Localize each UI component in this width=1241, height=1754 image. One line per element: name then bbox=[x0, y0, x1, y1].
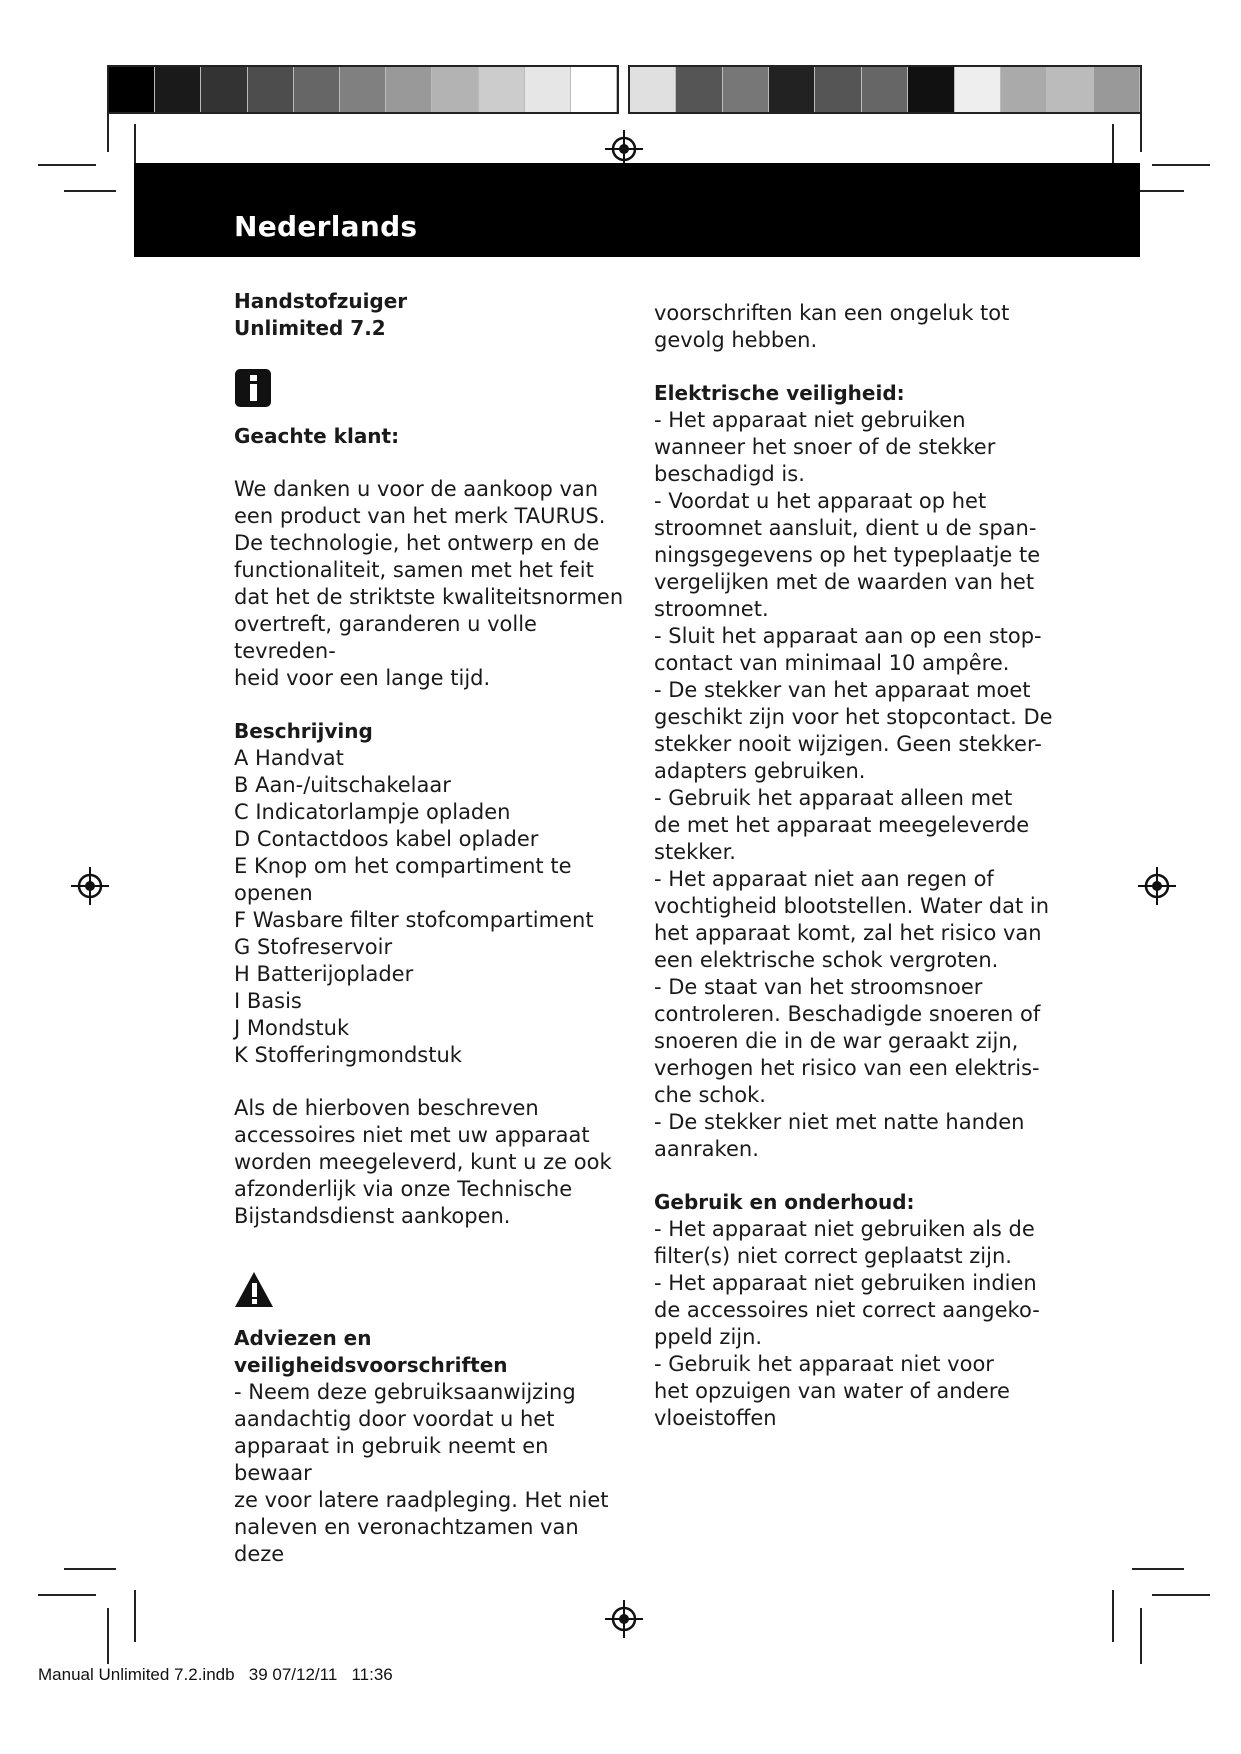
color-swatch bbox=[479, 67, 525, 112]
color-swatch bbox=[769, 67, 815, 112]
description-heading: Beschrijving bbox=[234, 719, 373, 743]
text-line: ningsgegevens op het typeplaatje te bbox=[654, 543, 1041, 567]
text-line: stekker. bbox=[654, 840, 736, 864]
color-swatch bbox=[630, 67, 676, 112]
text-line: stekker nooit wijzigen. Geen stekker- bbox=[654, 732, 1042, 756]
color-swatch bbox=[723, 67, 769, 112]
text-line: controleren. Beschadigde snoeren of bbox=[654, 1002, 1041, 1026]
text-line: naleven en veronachtzamen van deze bbox=[234, 1515, 579, 1566]
safety-continuation bbox=[654, 300, 1054, 354]
text-line: F Wasbare filter stofcompartiment bbox=[234, 908, 594, 932]
slug-page: 39 bbox=[248, 1665, 268, 1684]
color-swatch bbox=[1047, 67, 1093, 112]
accessories-paragraph bbox=[234, 1095, 624, 1230]
intro-paragraph bbox=[234, 476, 624, 692]
color-swatch bbox=[862, 67, 908, 112]
text-line: K Stofferingmondstuk bbox=[234, 1043, 462, 1067]
text-line: D Contactdoos kabel oplader bbox=[234, 827, 539, 851]
text-line: - Het apparaat niet gebruiken indien bbox=[654, 1271, 1037, 1295]
text-line: aanraken. bbox=[654, 1137, 759, 1161]
text-line: geschikt zijn voor het stopcontact. De bbox=[654, 705, 1053, 729]
text-line: aandachtig door voordat u het bbox=[234, 1407, 555, 1431]
text-line: wanneer het snoer of de stekker bbox=[654, 435, 996, 459]
language-header-band bbox=[134, 163, 1140, 257]
text-line: de accessoires niet correct aangeko- bbox=[654, 1298, 1040, 1322]
crop-mark bbox=[1140, 96, 1142, 152]
text-line: C Indicatorlampje opladen bbox=[234, 800, 511, 824]
color-swatch bbox=[1094, 67, 1140, 112]
text-line: stroomnet. bbox=[654, 597, 769, 621]
color-swatch bbox=[676, 67, 722, 112]
text-line: vochtigheid blootstellen. Water dat in bbox=[654, 894, 1050, 918]
text-line: het opzuigen van water of andere bbox=[654, 1379, 1010, 1403]
text-line: - Voordat u het apparaat op het bbox=[654, 489, 987, 513]
text-line: worden meegeleverd, kunt u ze ook bbox=[234, 1150, 612, 1174]
text-line: dat het de striktste kwaliteitsnormen bbox=[234, 585, 624, 609]
text-line: Als de hierboven beschreven bbox=[234, 1096, 539, 1120]
color-swatch bbox=[571, 67, 617, 112]
crop-mark bbox=[1152, 164, 1210, 166]
crop-mark bbox=[64, 190, 116, 192]
text-line: - Gebruik het apparaat niet voor bbox=[654, 1352, 994, 1376]
color-calibration-bar-left bbox=[107, 65, 619, 114]
electrical-safety-list bbox=[654, 407, 1054, 1163]
safety-heading: Adviezen en veiligheidsvoorschriften bbox=[234, 1326, 508, 1377]
greeting-heading: Geachte klant: bbox=[234, 424, 400, 448]
text-line: I Basis bbox=[234, 989, 302, 1013]
text-line: openen bbox=[234, 881, 313, 905]
usage-heading: Gebruik en onderhoud: bbox=[654, 1190, 915, 1214]
left-column bbox=[234, 288, 624, 1568]
language-title: Nederlands bbox=[234, 210, 418, 243]
text-line: - De staat van het stroomsnoer bbox=[654, 975, 983, 999]
crop-mark bbox=[1132, 1568, 1184, 1570]
text-line: - Het apparaat niet gebruiken bbox=[654, 408, 966, 432]
color-swatch bbox=[201, 67, 247, 112]
text-line: - Het apparaat niet gebruiken als de bbox=[654, 1217, 1035, 1241]
text-line: accessoires niet met uw apparaat bbox=[234, 1123, 590, 1147]
text-line: H Batterijoplader bbox=[234, 962, 414, 986]
color-swatch bbox=[432, 67, 478, 112]
slug-date: 07/12/11 bbox=[272, 1665, 338, 1684]
warning-icon bbox=[234, 1270, 274, 1310]
text-line: verhogen het risico van een elektris- bbox=[654, 1056, 1040, 1080]
text-line: E Knop om het compartiment te bbox=[234, 854, 572, 878]
crop-mark bbox=[64, 1568, 116, 1570]
text-line: - De stekker van het apparaat moet bbox=[654, 678, 1031, 702]
text-line: ppeld zijn. bbox=[654, 1325, 763, 1349]
text-line: een elektrische schok vergroten. bbox=[654, 948, 999, 972]
text-line: afzonderlijk via onze Technische bbox=[234, 1177, 573, 1201]
text-line: functionaliteit, samen met het feit bbox=[234, 558, 594, 582]
text-line: snoeren die in de war geraakt zijn, bbox=[654, 1029, 1019, 1053]
text-line: Bijstandsdienst aankopen. bbox=[234, 1204, 511, 1228]
product-name: Handstofzuiger bbox=[234, 289, 408, 313]
right-column bbox=[654, 300, 1054, 1432]
text-line: J Mondstuk bbox=[234, 1016, 350, 1040]
text-line: G Stofreservoir bbox=[234, 935, 393, 959]
text-line: apparaat in gebruik neemt en bewaar bbox=[234, 1434, 549, 1485]
text-line: - Sluit het apparaat aan op een stop- bbox=[654, 624, 1042, 648]
text-line: filter(s) niet correct geplaatst zijn. bbox=[654, 1244, 1012, 1268]
color-swatch bbox=[908, 67, 954, 112]
color-swatch bbox=[294, 67, 340, 112]
text-line: che schok. bbox=[654, 1083, 766, 1107]
print-slug bbox=[38, 1665, 393, 1685]
crop-mark bbox=[38, 1594, 96, 1596]
text-line: B Aan-/uitschakelaar bbox=[234, 773, 451, 797]
crop-mark bbox=[38, 164, 96, 166]
color-swatch bbox=[1001, 67, 1047, 112]
color-swatch bbox=[955, 67, 1001, 112]
text-line: beschadigd is. bbox=[654, 462, 805, 486]
text-line: adapters gebruiken. bbox=[654, 759, 866, 783]
color-swatch bbox=[248, 67, 294, 112]
text-line: contact van minimaal 10 ampêre. bbox=[654, 651, 1010, 675]
crop-mark bbox=[1152, 1594, 1210, 1596]
text-line: - Het apparaat niet aan regen of bbox=[654, 867, 994, 891]
crop-mark bbox=[1140, 1608, 1142, 1664]
text-line: voorschriften kan een ongeluk tot bbox=[654, 301, 1010, 325]
color-swatch bbox=[386, 67, 432, 112]
crop-mark bbox=[134, 1590, 136, 1642]
text-line: ze voor latere raadpleging. Het niet bbox=[234, 1488, 609, 1512]
color-swatch bbox=[525, 67, 571, 112]
text-line: - Neem deze gebruiksaanwijzing bbox=[234, 1380, 576, 1404]
color-swatch bbox=[815, 67, 861, 112]
text-line: vloeistoffen bbox=[654, 1406, 777, 1430]
text-line: overtreft, garanderen u volle tevreden- bbox=[234, 612, 537, 663]
registration-mark-icon bbox=[70, 866, 110, 906]
text-line: stroomnet aansluit, dient u de span- bbox=[654, 516, 1037, 540]
crop-mark bbox=[107, 1608, 109, 1664]
text-line: - Gebruik het apparaat alleen met bbox=[654, 786, 1013, 810]
text-line: een product van het merk TAURUS. bbox=[234, 504, 606, 528]
color-swatch bbox=[340, 67, 386, 112]
text-line: A Handvat bbox=[234, 746, 344, 770]
usage-list bbox=[654, 1216, 1054, 1432]
slug-time: 11:36 bbox=[351, 1665, 393, 1684]
color-swatch bbox=[155, 67, 201, 112]
registration-mark-icon bbox=[604, 1599, 644, 1639]
text-line: heid voor een lange tijd. bbox=[234, 666, 491, 690]
slug-filename: Manual Unlimited 7.2.indb bbox=[38, 1665, 235, 1684]
text-line: het apparaat komt, zal het risico van bbox=[654, 921, 1042, 945]
crop-mark bbox=[107, 96, 109, 152]
text-line: gevolg hebben. bbox=[654, 328, 818, 352]
info-icon bbox=[234, 368, 274, 408]
text-line: De technologie, het ontwerp en de bbox=[234, 531, 600, 555]
text-line: de met het apparaat meegeleverde bbox=[654, 813, 1030, 837]
registration-mark-icon bbox=[1137, 866, 1177, 906]
color-calibration-bar-right bbox=[628, 65, 1142, 114]
description-list bbox=[234, 745, 624, 1069]
crop-mark bbox=[1112, 1590, 1114, 1642]
product-model: Unlimited 7.2 bbox=[234, 316, 386, 340]
color-swatch bbox=[109, 67, 155, 112]
text-line: We danken u voor de aankoop van bbox=[234, 477, 599, 501]
text-line: - De stekker niet met natte handen bbox=[654, 1110, 1025, 1134]
safety-paragraph bbox=[234, 1379, 624, 1568]
electrical-safety-heading: Elektrische veiligheid: bbox=[654, 381, 905, 405]
text-line: vergelijken met de waarden van het bbox=[654, 570, 1035, 594]
